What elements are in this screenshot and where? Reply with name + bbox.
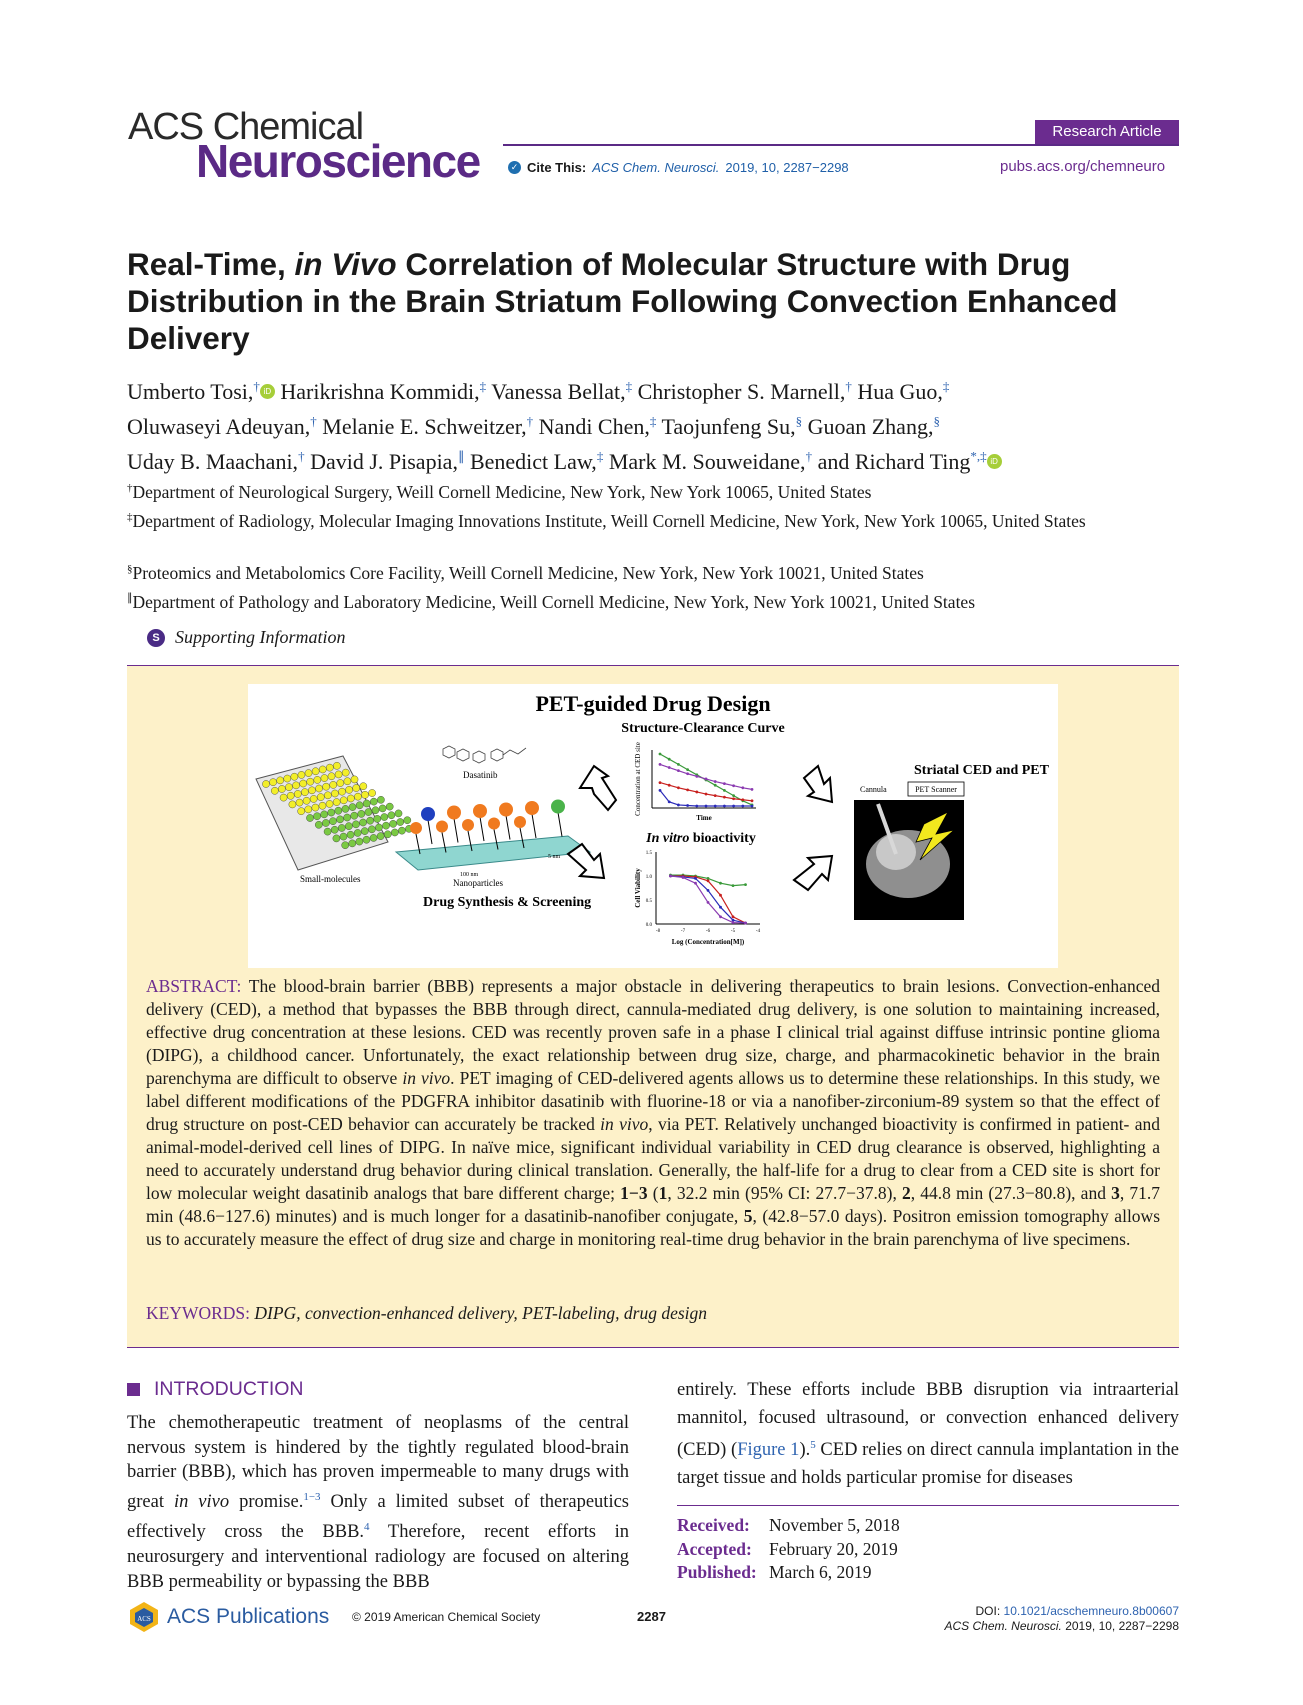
orcid-icon[interactable]: iD [260,384,275,399]
fiber-ball [410,822,422,834]
svg-text:ACS: ACS [137,1615,151,1623]
data-point-purple [741,786,744,789]
data-point-blue [686,804,689,807]
well [305,769,312,776]
data-point-green [668,758,671,761]
journal-logo-line1: ACS Chemical [128,106,364,148]
well [358,810,365,817]
data-point-purple [744,922,747,925]
data-point-red [732,915,735,918]
well [388,812,395,819]
well [315,821,322,828]
well [391,829,398,836]
data-point-green [732,794,735,797]
abstract: ABSTRACT: The blood-brain barrier (BBB) represents a major obstacle in delivering therapeutics to brain lesions. Convection-enhanced delivery (CED), a method that bypasses the BBB through direct, cannula-mediated drug delivery, is one solution to maintaining increased, effective drug concentration at these lesions. CED was recently proven safe in a phase I clinical trial against diffuse intrinsic pontine glioma (DIPG), a childhood cancer. Unfortunately, the exact relationship between drug size, charge, and pharmacokinetic behavior in the brain parenchyma are difficult to observe in vivo. PET imaging of CED-delivered agents allows us to determine these relationships. In this study, we label different modifications of the PDGFRA inhibitor dasatinib with fluorine-18 or via a nanofiber-zirconium-89 system so that the effect of drug structure on post-CED behavior can accurately be tracked in vivo, via PET. Relatively unchanged bioactivity is confirmed in patient- and animal-model-derived cell lines of DIPG. In naïve mice, significant individual variability in CED drug clearance is observed, highlighting a need to accurately understand drug behavior during clinical translation. Generally, the half-life for a drug to clear from a CED site is short for low molecular weight dasatinib analogs that bare different charge; 1−3 (1, 32.2 min (95% CI: 27.7−37.8), 2, 44.8 min (27.3−80.8), and 3, 71.7 min (48.6−127.6) minutes) and is much longer for a dasatinib-nanofiber conjugate, 5, (42.8−57.0 days). Positron emission tomography allows us to accurately measure the effect of drug size and charge in monitoring real-time drug behavior in the brain parenchyma of live specimens. [146,976,1161,1249]
data-point-green [719,882,722,885]
toc-svg [248,684,1058,968]
author[interactable]: Mark M. Souweidane,† [608,448,813,474]
well [305,806,312,813]
supporting-info-icon: S [147,629,165,647]
well [289,801,296,808]
well [384,831,391,838]
well [326,764,333,771]
well [369,789,376,796]
fiber-ball [436,821,448,833]
fiber-linker [532,814,536,838]
well [354,793,361,800]
article-title: Real-Time, in Vivo Correlation of Molecular Structure with Drug Distribution in the Brain Striatum Following Convection Enhanced Delivery [127,246,1118,356]
fiber-ball [462,819,474,831]
data-point-blue [723,805,726,808]
data-point-blue [751,805,754,808]
well [375,824,382,831]
toc-graphic [248,684,1058,968]
well [377,796,384,803]
cannula-label: Cannula [860,785,887,794]
curve-title: Structure-Clearance Curve [621,721,785,736]
well [333,799,340,806]
data-point-purple [668,766,671,769]
orcid-icon[interactable]: iD [987,454,1002,469]
well [328,773,335,780]
nanoparticles-label: Nanoparticles [453,878,503,888]
data-point-green [677,763,680,766]
data-point-blue [707,889,710,892]
fiber-ball [551,800,565,814]
author[interactable]: Melanie E. Schweitzer,† [322,413,534,440]
data-point-green [686,768,689,771]
data-point-purple [707,901,710,904]
data-point-purple [669,875,672,878]
citation-ref[interactable]: 4 [364,1520,370,1533]
author[interactable]: Umberto Tosi,† iD [127,379,275,404]
fiber-linker [454,819,458,843]
well [359,819,366,826]
molecule-icon [443,746,526,763]
data-point-green [659,753,662,756]
well [363,800,370,807]
x-tick-label: -8 [655,929,661,934]
citation-ref[interactable]: 5 [810,1439,816,1451]
well [370,798,377,805]
well [331,826,338,833]
well [351,812,358,819]
data-point-red [751,799,754,802]
well [301,789,308,796]
series-line-purple [660,764,752,789]
data-point-red [695,791,698,794]
y-tick-label: 1.0 [645,875,652,880]
data-point-green [732,884,735,887]
arrow-icon [568,766,832,890]
well [398,827,405,834]
well [353,784,360,791]
well [319,802,326,809]
data-point-purple [732,921,735,924]
dasatinib-label: Dasatinib [463,770,498,780]
well [347,831,354,838]
curve-plot [652,750,756,808]
data-point-red [707,879,710,882]
well [354,829,361,836]
data-point-blue [732,805,735,808]
fiber-ball [525,801,539,815]
page-number: 2287 [637,1609,666,1624]
well [308,787,315,794]
author[interactable]: Vanessa Bellat,‡ [491,379,633,405]
journal-url[interactable]: pubs.acs.org/chemneuro [1000,158,1166,175]
author[interactable]: Christopher S. Marnell,† [637,379,852,405]
y-tick-label: 0.0 [645,923,652,928]
well [349,840,356,847]
citation-ref[interactable]: 1−3 [303,1491,321,1504]
well [326,800,333,807]
fiber-ball [447,806,461,820]
well [333,835,340,842]
affiliation: †Department of Neurological Surgery, Weill Cornell Medicine, New York, New York 10065, United States [127,481,872,502]
toc-title: PET-guided Drug Design [535,691,771,716]
well [324,828,331,835]
fiber-linker [506,816,510,840]
x-tick-label: -4 [755,929,761,934]
section-square-icon [127,1383,140,1396]
author[interactable]: David J. Pisapia,∥ [310,448,465,474]
data-point-red [741,798,744,801]
well [344,814,351,821]
well [340,833,347,840]
well [338,788,345,795]
data-point-purple [695,775,698,778]
data-point-red [668,784,671,787]
author[interactable]: Benedict Law,‡ [469,448,604,474]
author[interactable]: Nandi Chen,‡ [538,413,657,440]
keywords: KEYWORDS: DIPG, convection-enhanced delivery, PET-labeling, drug design [146,1303,708,1323]
data-point-red [659,781,662,784]
well [277,777,284,784]
well [300,780,307,787]
intro-heading: INTRODUCTION [127,1378,304,1401]
well [342,805,349,812]
data-point-red [719,894,722,897]
data-point-purple [659,763,662,766]
well [291,773,298,780]
well [312,768,319,775]
well [370,834,377,841]
well [374,815,381,822]
well [321,811,328,818]
scale-5nm-label: 5 nm [548,854,561,860]
data-point-blue [668,800,671,803]
well [333,762,340,769]
journal-logo-line2: Neuroscience [196,135,480,187]
well [349,803,356,810]
well [284,775,291,782]
well [321,774,328,781]
well [395,810,402,817]
well [298,808,305,815]
well [386,803,393,810]
figure-link[interactable]: Figure 1 [737,1440,800,1461]
well [280,794,287,801]
well [285,784,292,791]
well [323,783,330,790]
well [338,824,345,831]
well [335,807,342,814]
well [360,783,367,790]
nanofiber-icon [396,800,590,871]
well [287,792,294,799]
data-point-green [723,789,726,792]
series-line-blue [671,876,746,923]
well [292,782,299,789]
well [298,771,305,778]
well [335,771,342,778]
data-point-blue [677,804,680,807]
well [313,813,320,820]
scale-100nm-label: 100 nm [460,872,479,878]
well [296,799,303,806]
data-point-purple [677,769,680,772]
well [363,836,370,843]
well [397,818,404,825]
data-point-purple [723,782,726,785]
data-point-purple [751,788,754,791]
well [342,842,349,849]
x-tick-label: -5 [730,929,736,934]
series-line-red [671,876,746,923]
well [382,822,389,829]
y-tick-label: 0.5 [645,899,652,904]
well [307,778,314,785]
well [372,807,379,814]
affiliation: ‡Department of Radiology, Molecular Imaging Innovations Institute, Weill Cornell Medicine, New York, New York 10065, United States [127,510,1086,531]
data-point-red [714,794,717,797]
copyright: © 2019 American Chemical Society [352,1610,541,1624]
well [319,766,326,773]
well [303,797,310,804]
author-list [127,372,1187,476]
well [324,792,331,799]
bio-plot [646,851,761,934]
well [306,814,313,821]
data-point-purple [714,780,717,783]
data-point-red [723,796,726,799]
well [271,787,278,794]
fiber-ball [421,807,435,821]
well [317,794,324,801]
author[interactable]: Oluwaseyi Adeuyan,† [127,413,317,440]
data-point-blue [695,805,698,808]
data-point-red [732,797,735,800]
pet-scanner-label: PET Scanner [915,785,957,794]
well [345,823,352,830]
well [377,833,384,840]
data-point-purple [705,778,708,781]
affiliation: ∥Department of Pathology and Laboratory Medicine, Weill Cornell Medicine, New York, New York 10021, United States [127,591,976,612]
fiber-ball [499,803,513,817]
author[interactable]: Hua Guo,‡ [857,379,950,405]
well [379,805,386,812]
author[interactable]: Uday B. Maachani,† [127,448,305,474]
well [278,785,285,792]
intro-right-column: entirely. These efforts include BBB disruption via intraarterial mannitol, focused ultrasound, or convection enhanced delivery (CED) (Figure 1).$^5$ CED relies on direct cannula implantation in the target tissue and holds particular promise for diseases [677,1380,1179,1488]
data-point-red [677,786,680,789]
data-point-green [714,784,717,787]
author[interactable]: and Richard Ting*,‡ iD [818,449,1002,474]
fiber-linker [480,817,484,841]
affiliation: §Proteomics and Metabolomics Core Facility, Weill Cornell Medicine, New York, New York 10021, United States [127,562,924,583]
x-tick-label: -6 [705,929,711,934]
bio-ylabel: Cell Viability [634,868,642,908]
well [351,776,358,783]
header-rule [503,144,1179,146]
well [356,802,363,809]
well [322,819,329,826]
fiber-linker [558,813,562,837]
publication-dates: Received: November 5, 2018 Accepted: February 20, 2019 Published: March 6, 2019 [677,1515,900,1582]
bio-title: In vitro bioactivity [646,831,756,846]
well [361,828,368,835]
data-point-purple [732,784,735,787]
fiber-linker [428,820,432,844]
striatal-label: Striatal CED and PET [914,763,1049,778]
doi-link[interactable]: 10.1021/acschemneuro.8b00607 [1003,1604,1179,1618]
fiber-ball [514,816,526,828]
well [328,809,335,816]
data-point-purple [719,915,722,918]
author[interactable]: Taojunfeng Su,§ [661,413,803,440]
well [344,778,351,785]
cite-details[interactable]: 2019, 10, 2287−2298 [725,160,849,175]
well [365,808,372,815]
well [390,820,397,827]
x-tick-label: -7 [680,929,686,934]
acs-publications-logo[interactable]: ACS ACS Publications [127,1600,329,1634]
supporting-info-link[interactable]: S Supporting Information [147,627,346,648]
article-type-badge: Research Article [1035,120,1179,144]
cite-line[interactable] [508,160,849,175]
series-line-purple [671,876,746,923]
data-point-blue [714,805,717,808]
data-point-red [705,793,708,796]
well [310,795,317,802]
well [330,781,337,788]
well [352,821,359,828]
well [262,780,269,787]
fiber-ball [473,804,487,818]
well [269,779,276,786]
data-point-blue [659,789,662,792]
data-point-purple [686,772,689,775]
well [361,791,368,798]
well [294,790,301,797]
data-point-blue [705,805,708,808]
acs-hexagon-icon [127,1600,161,1634]
data-point-blue [741,805,744,808]
fiber-ball [488,818,500,830]
well [346,786,353,793]
well [404,817,411,824]
author[interactable]: Harikrishna Kommidi,‡ [280,379,487,405]
well [329,818,336,825]
well [347,795,354,802]
well [336,816,343,823]
data-point-blue [719,906,722,909]
cite-label: Cite This: [527,160,587,175]
well [314,776,321,783]
well [315,785,322,792]
data-point-green [707,877,710,880]
data-point-purple [694,882,697,885]
small-molecules-label: Small-molecules [300,874,361,884]
dates-rule [677,1505,1179,1506]
data-point-blue [732,919,735,922]
synthesis-label: Drug Synthesis & Screening [423,895,592,910]
data-point-blue [694,877,697,880]
well [312,804,319,811]
doi-block: DOI: 10.1021/acschemneuro.8b00607 ACS Chem. Neurosci. 2019, 10, 2287−2298 [944,1604,1179,1633]
data-point-red [686,788,689,791]
curve-xlabel: Time [696,814,712,822]
y-tick-label: 1.5 [645,851,652,856]
well [381,813,388,820]
bio-xlabel: Log (Concentration[M]) [671,938,745,946]
data-point-green [744,883,747,886]
well [367,817,374,824]
curve-ylabel: Concentration at CED site [634,742,642,816]
well [337,779,344,786]
well-plate-icon [256,756,420,870]
intro-left-column: The chemotherapeutic treatment of neoplasms of the central nervous system is hindered by the tightly regulated blood-brain barrier (BBB), which has proven impermeable to many drugs with great in vivo promise.$^{1-3}$ Only a limited subset of therapeutics effectively cross the BBB.$^4$ Therefore, recent efforts in neurosurgery and interventional radiology are focused on altering BBB permeability or bypassing the BBB [127,1413,629,1592]
well [368,826,375,833]
well [340,797,347,804]
well [342,769,349,776]
check-icon: ✓ [508,161,521,174]
well [331,790,338,797]
data-point-purple [682,876,685,879]
author[interactable]: Guoan Zhang,§ [807,413,940,440]
cite-journal[interactable]: ACS Chem. Neurosci. [592,160,720,175]
well [356,838,363,845]
